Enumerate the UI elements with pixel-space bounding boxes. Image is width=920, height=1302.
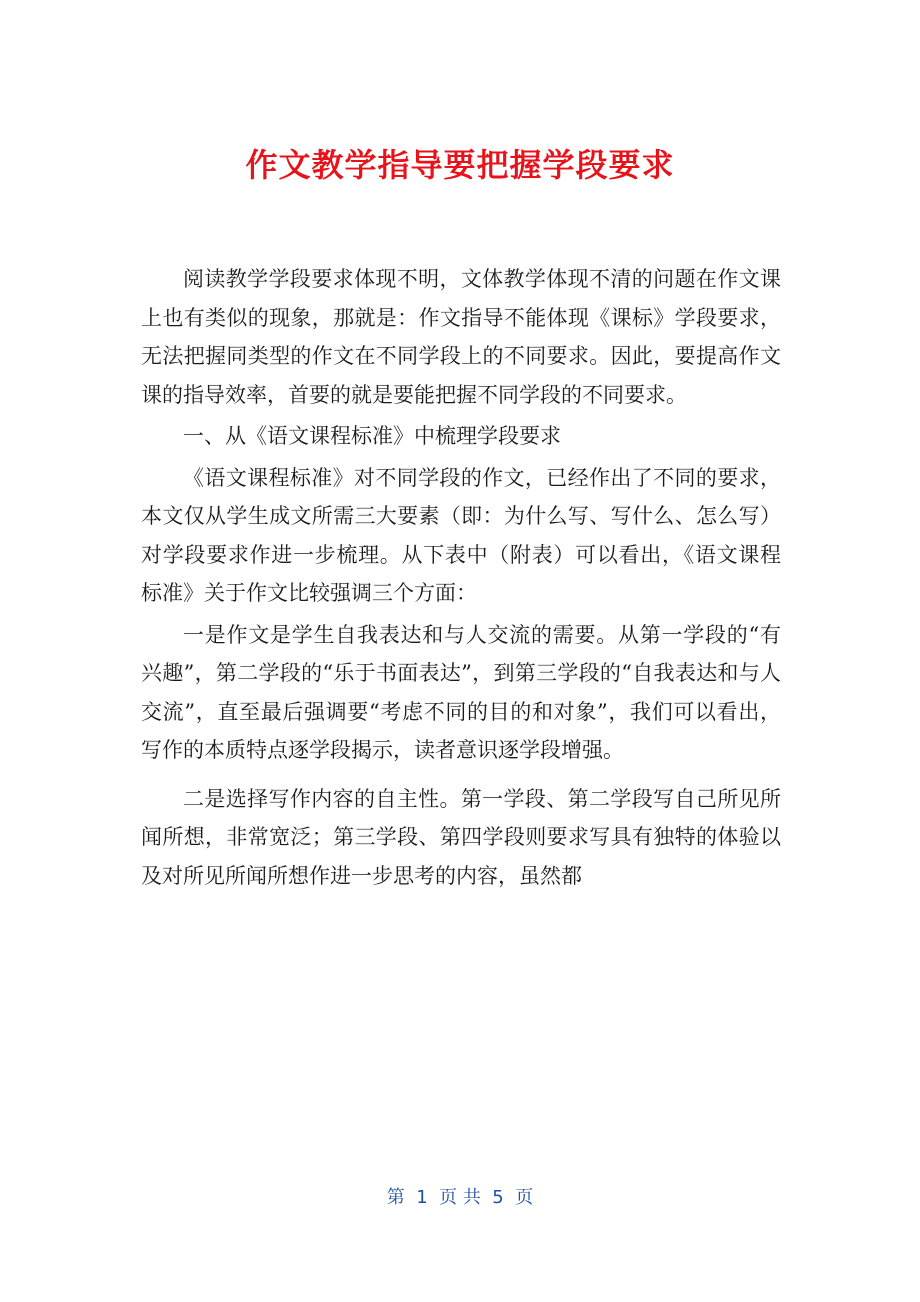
paragraph-standards: 《语文课程标准》对不同学段的作文，已经作出了不同的要求，本文仅从学生成文所需三大要素（即：为什么写、写什么、怎么写）对学段要求作进一步梳理。从下表中（附表）可以看出，《语文课程标准》关于作文比较强调三个方面： [141, 465, 781, 605]
page-number-footer: 第 1 页 共 5 页 [386, 1187, 534, 1208]
paragraph-intro: 阅读教学学段要求体现不明，文体教学体现不清的问题在作文课上也有类似的现象，那就是：作文指导不能体现《课标》学段要求，无法把握同类型的作文在不同学段上的不同要求。因此，要提高作文课的指导效率，首要的就是要能把握不同学段的不同要求。 [141, 267, 781, 407]
paragraph-point-1: 一是作文是学生自我表达和与人交流的需要。从第一学段的“有兴趣”，第二学段的“乐于书面表达”，到第三学段的“自我表达和与人交流”，直至最后强调要“考虑不同的目的和对象”，我们可以看出，写作的本质特点逐学段揭示，读者意识逐学段增强。 [141, 622, 781, 762]
paragraph-point-2: 二是选择写作内容的自主性。第一学段、第二学段写自己所见所闻所想，非常宽泛；第三学段、第四学段则要求写具有独特的体验以及对所见所闻所想作进一步思考的内容，虽然都 [141, 786, 781, 888]
section-heading-1: 一、从《语文课程标准》中梳理学段要求 [183, 424, 561, 448]
document-title: 作文教学指导要把握学段要求 [245, 146, 675, 184]
document-body [141, 260, 781, 895]
